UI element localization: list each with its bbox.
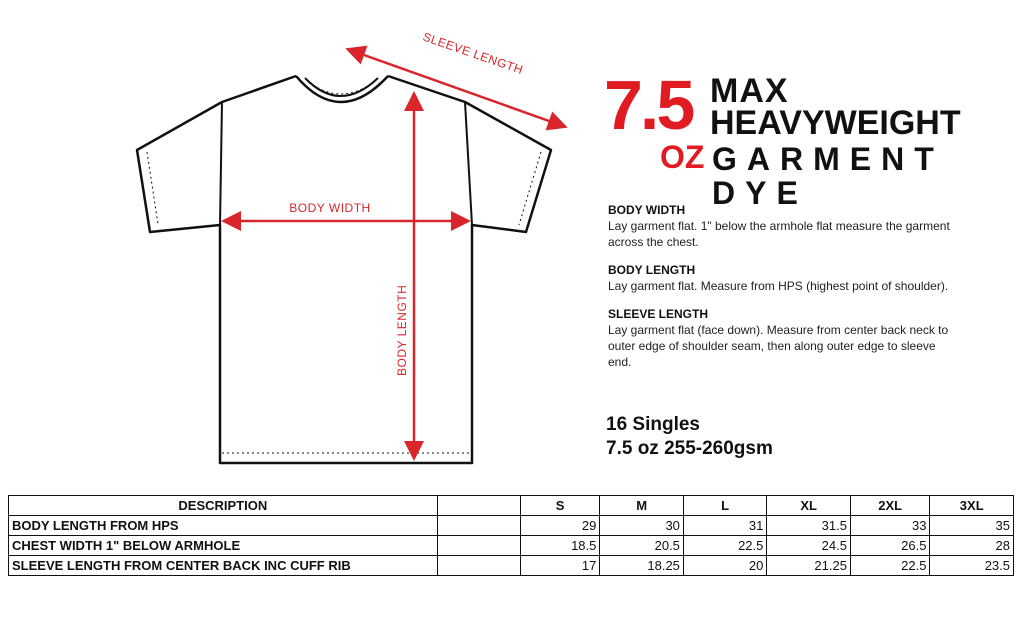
header-size-xl: XL bbox=[767, 496, 851, 516]
brand-unit: OZ bbox=[660, 139, 705, 175]
cell-m: 18.25 bbox=[600, 556, 684, 576]
tshirt-outline bbox=[137, 76, 551, 463]
table-row bbox=[9, 536, 1014, 556]
cell-3xl: 28 bbox=[930, 536, 1014, 556]
row-label: SLEEVE LENGTH FROM CENTER BACK INC CUFF RIB bbox=[9, 556, 438, 576]
cell-xl: 31.5 bbox=[767, 516, 851, 536]
spec-text: Lay garment flat. Measure from HPS (highest point of shoulder). bbox=[608, 279, 949, 293]
sleeve-length-label: SLEEVE LENGTH bbox=[421, 29, 526, 78]
fabric-summary bbox=[606, 413, 773, 461]
spec-heading: SLEEVE LENGTH bbox=[608, 307, 709, 321]
header-size-m: M bbox=[600, 496, 684, 516]
tshirt-stitching bbox=[147, 82, 541, 453]
brand-line-garment-dye: GARMENT DYE bbox=[712, 141, 944, 211]
cell-m: 30 bbox=[600, 516, 684, 536]
spec-body-width bbox=[608, 203, 953, 250]
size-chart-table bbox=[8, 495, 1014, 576]
cell-xl: 21.25 bbox=[767, 556, 851, 576]
blank-cell bbox=[437, 556, 520, 576]
header-size-2xl: 2XL bbox=[850, 496, 930, 516]
row-label: BODY LENGTH FROM HPS bbox=[9, 516, 438, 536]
blank-cell bbox=[437, 516, 520, 536]
cell-m: 20.5 bbox=[600, 536, 684, 556]
spec-heading: BODY WIDTH bbox=[608, 203, 686, 217]
cell-3xl: 23.5 bbox=[930, 556, 1014, 576]
header-size-s: S bbox=[520, 496, 600, 516]
cell-2xl: 33 bbox=[850, 516, 930, 536]
cell-l: 20 bbox=[683, 556, 766, 576]
cell-2xl: 26.5 bbox=[850, 536, 930, 556]
body-width-label: BODY WIDTH bbox=[289, 201, 371, 215]
cell-2xl: 22.5 bbox=[850, 556, 930, 576]
header-size-l: L bbox=[683, 496, 766, 516]
spec-sleeve-length bbox=[608, 307, 953, 370]
measurement-instructions bbox=[608, 203, 953, 383]
spec-heading: BODY LENGTH bbox=[608, 263, 696, 277]
spec-text: Lay garment flat. 1" below the armhole flat measure the garment across the chest. bbox=[608, 219, 950, 249]
row-label: CHEST WIDTH 1" BELOW ARMHOLE bbox=[9, 536, 438, 556]
brand-line-max: MAX bbox=[710, 72, 789, 110]
singles-text: 16 Singles bbox=[606, 414, 700, 435]
cell-l: 31 bbox=[683, 516, 766, 536]
table-row bbox=[9, 516, 1014, 536]
cell-s: 17 bbox=[520, 556, 600, 576]
table-row bbox=[9, 556, 1014, 576]
cell-s: 18.5 bbox=[520, 536, 600, 556]
header-size-3xl: 3XL bbox=[930, 496, 1014, 516]
spec-text: Lay garment flat (face down). Measure from center back neck to outer edge of shoulder seam, then along outer edge to sleeve end. bbox=[608, 323, 949, 369]
header-blank bbox=[437, 496, 520, 516]
spec-body-length bbox=[608, 263, 953, 294]
brand-line-heavyweight: HEAVYWEIGHT bbox=[710, 104, 961, 142]
sleeve-length-arrow bbox=[350, 50, 563, 126]
header-description: DESCRIPTION bbox=[9, 496, 438, 516]
table-header-row bbox=[9, 496, 1014, 516]
cell-3xl: 35 bbox=[930, 516, 1014, 536]
cell-xl: 24.5 bbox=[767, 536, 851, 556]
body-length-label: BODY LENGTH bbox=[395, 284, 409, 376]
cell-l: 22.5 bbox=[683, 536, 766, 556]
tshirt-measurement-diagram bbox=[0, 0, 600, 480]
brand-weight-number: 7.5 bbox=[604, 66, 693, 144]
blank-cell bbox=[437, 536, 520, 556]
cell-s: 29 bbox=[520, 516, 600, 536]
weight-text: 7.5 oz 255-260gsm bbox=[606, 438, 773, 459]
